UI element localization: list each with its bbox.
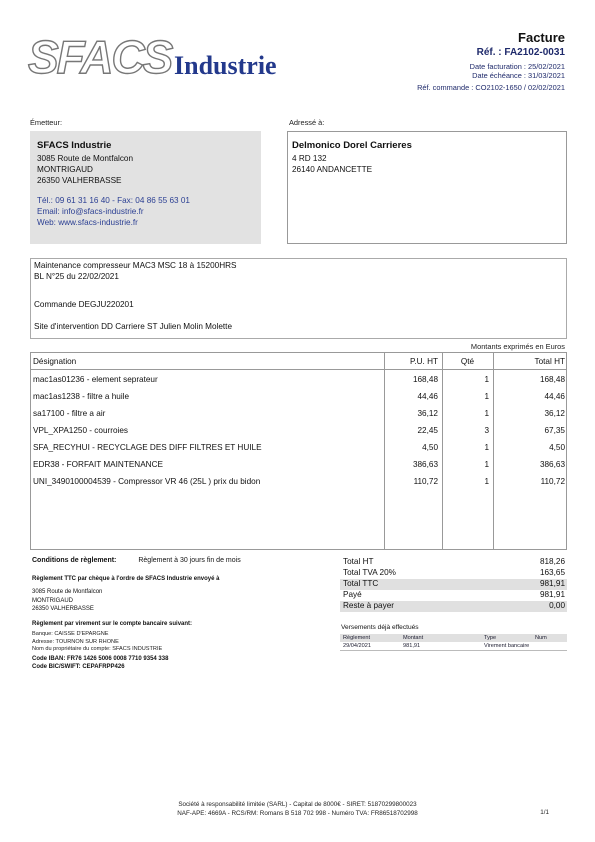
logo-suffix: Industrie bbox=[174, 51, 277, 80]
invoice-title: Facture bbox=[518, 30, 565, 45]
payments-header bbox=[340, 634, 567, 642]
total-label: Total HT bbox=[343, 557, 374, 566]
row-total: 36,12 bbox=[544, 409, 565, 418]
row-pu: 4,50 bbox=[422, 443, 438, 452]
invoice-header bbox=[417, 30, 565, 92]
total-row bbox=[340, 590, 567, 601]
row-total: 67,35 bbox=[544, 426, 565, 435]
date-echeance: Date échéance : 31/03/2021 bbox=[472, 71, 565, 80]
info-line: BL N°25 du 22/02/2021 bbox=[34, 271, 119, 281]
legal-footer bbox=[0, 800, 595, 818]
destinataire-address-line: 4 RD 132 bbox=[292, 154, 327, 163]
row-total: 168,48 bbox=[539, 375, 565, 384]
destinataire-name: Delmonico Dorel Carrieres bbox=[292, 140, 412, 151]
row-qty: 1 bbox=[484, 409, 489, 418]
destinataire-label: Adressé à: bbox=[289, 118, 325, 127]
total-label: Total TTC bbox=[343, 579, 379, 588]
conditions-value: Règlement à 30 jours fin de mois bbox=[138, 557, 241, 564]
emetteur-phone: Tél.: 09 61 31 16 40 - Fax: 04 86 55 63 01 bbox=[37, 196, 190, 205]
destinataire-address-line: 26140 ANDANCETTE bbox=[292, 165, 373, 174]
row-designation: VPL_XPA1250 - courroies bbox=[33, 426, 128, 435]
payments-header-montant: Montant bbox=[403, 635, 424, 641]
bank-line: Adresse: TOURNON SUR RHONE bbox=[32, 638, 119, 645]
row-total: 110,72 bbox=[540, 477, 565, 486]
payment-conditions bbox=[32, 557, 241, 564]
row-qty: 1 bbox=[484, 477, 489, 486]
row-designation: sa17100 - filtre a air bbox=[33, 409, 106, 418]
row-designation: mac1as1238 - filtre a huile bbox=[33, 392, 130, 401]
emetteur-label: Émetteur: bbox=[30, 118, 63, 127]
footer-line: NAF-APE: 4669A - RCS/RM: Romans B 518 702 998 - Numéro TVA: FR86518702998 bbox=[177, 810, 418, 817]
header-total: Total HT bbox=[534, 357, 565, 366]
emetteur-email[interactable]: Email: info@sfacs-industrie.fr bbox=[37, 207, 144, 216]
cheque-address-line: 3085 Route de Montfalcon bbox=[32, 589, 103, 595]
bic-swift: Code BIC/SWIFT: CEPAFRPP426 bbox=[32, 664, 125, 670]
row-pu: 44,46 bbox=[417, 392, 438, 401]
total-label: Total TVA 20% bbox=[343, 568, 396, 577]
emetteur-web[interactable]: Web: www.sfacs-industrie.fr bbox=[37, 218, 138, 227]
row-total: 386,63 bbox=[539, 460, 565, 469]
payment-type: Virement bancaire bbox=[484, 643, 530, 649]
invoice-ref: Réf. : FA2102-0031 bbox=[476, 47, 565, 58]
footer-line: Société à responsabilité limitée (SARL) - Capital de 8000€ - SIRET: 51870299800023 bbox=[178, 801, 417, 808]
payments-header-num: Num bbox=[535, 635, 547, 641]
emetteur-address-line: 3085 Route de Montfalcon bbox=[37, 154, 134, 163]
virement-title: Règlement par virement sur le compte bancaire suivant: bbox=[32, 621, 193, 627]
payments-title: Versements déjà effectués bbox=[341, 624, 419, 631]
cheque-address-line: 26350 VALHERBASSE bbox=[32, 606, 94, 612]
cheque-title: Règlement TTC par chèque à l'ordre de SFACS Industrie envoyé à bbox=[32, 576, 220, 582]
payment-amount: 981,91 bbox=[403, 643, 421, 649]
total-row bbox=[340, 579, 567, 590]
bank-line: Nom du propriétaire du compte: SFACS INDUSTRIE bbox=[32, 646, 163, 652]
row-designation: SFA_RECYHUI - RECYCLAGE DES DIFF FILTRES ET HUILE bbox=[33, 443, 262, 452]
bank-details bbox=[32, 631, 162, 654]
row-designation: mac1as01236 - element seprateur bbox=[33, 375, 158, 384]
total-value: 818,26 bbox=[539, 557, 565, 566]
emetteur-box bbox=[30, 131, 261, 244]
emetteur-name: SFACS Industrie bbox=[37, 140, 112, 151]
total-row bbox=[340, 568, 567, 579]
date-facturation: Date facturation : 25/02/2021 bbox=[469, 62, 565, 71]
cheque-address-line: MONTRIGAUD bbox=[32, 597, 73, 604]
conditions-label: Conditions de règlement: bbox=[32, 557, 117, 564]
header-qty: Qté bbox=[460, 357, 475, 366]
destinataire-box bbox=[287, 131, 567, 244]
row-pu: 22,45 bbox=[417, 426, 438, 435]
bank-line: Banque: CAISSE D'EPARGNE bbox=[32, 631, 109, 637]
info-line: Maintenance compresseur MAC3 MSC 18 à 15200HRS bbox=[34, 261, 237, 270]
row-pu: 168,48 bbox=[412, 375, 438, 384]
info-line: Commande DEGJU220201 bbox=[34, 300, 134, 309]
ref-commande: Réf. commande : CO2102-1650 / 02/02/2021 bbox=[417, 83, 565, 92]
total-value: 0,00 bbox=[549, 601, 565, 610]
header-designation: Désignation bbox=[33, 357, 77, 366]
row-pu: 36,12 bbox=[417, 409, 438, 418]
row-total: 44,46 bbox=[544, 392, 565, 401]
payments-header-type: Type bbox=[484, 635, 497, 641]
row-total: 4,50 bbox=[549, 443, 565, 452]
total-label: Reste à payer bbox=[343, 601, 394, 610]
row-qty: 1 bbox=[484, 460, 489, 469]
header-pu: P.U. HT bbox=[409, 357, 438, 366]
total-row bbox=[340, 601, 567, 612]
payment-date: 29/04/2021 bbox=[343, 643, 371, 649]
row-qty: 1 bbox=[484, 392, 489, 401]
company-logo bbox=[28, 32, 288, 82]
emetteur-address-line: 26350 VALHERBASSE bbox=[37, 176, 122, 185]
cheque-address bbox=[32, 588, 102, 614]
payments-row bbox=[340, 642, 567, 651]
iban: Code IBAN: FR76 1426 5006 0008 7710 9354 338 bbox=[32, 656, 169, 662]
row-qty: 3 bbox=[484, 426, 489, 435]
total-value: 981,91 bbox=[539, 579, 565, 588]
items-table bbox=[30, 352, 567, 550]
currency-note: Montants exprimés en Euros bbox=[470, 342, 565, 351]
payments-header-reglement: Règlement bbox=[343, 635, 371, 641]
row-pu: 386,63 bbox=[412, 460, 438, 469]
row-designation: EDR38 - FORFAIT MAINTENANCE bbox=[33, 460, 163, 469]
row-qty: 1 bbox=[484, 443, 489, 452]
logo-brand: SFACS bbox=[28, 31, 172, 83]
total-value: 163,65 bbox=[539, 568, 565, 577]
row-pu: 110,72 bbox=[413, 477, 438, 486]
total-value: 981,91 bbox=[539, 590, 565, 599]
row-designation: UNI_3490100004539 - Compressor VR 46 (25L ) prix du bidon bbox=[33, 477, 261, 486]
emetteur-address-line: MONTRIGAUD bbox=[37, 165, 93, 174]
invoice-info-box bbox=[30, 258, 567, 339]
total-row bbox=[340, 557, 567, 568]
page-number: 1/1 bbox=[540, 809, 549, 816]
total-label: Payé bbox=[343, 590, 362, 599]
info-line: Site d'intervention DD Carriere ST Julien Molin Molette bbox=[34, 321, 232, 331]
row-qty: 1 bbox=[484, 375, 489, 384]
